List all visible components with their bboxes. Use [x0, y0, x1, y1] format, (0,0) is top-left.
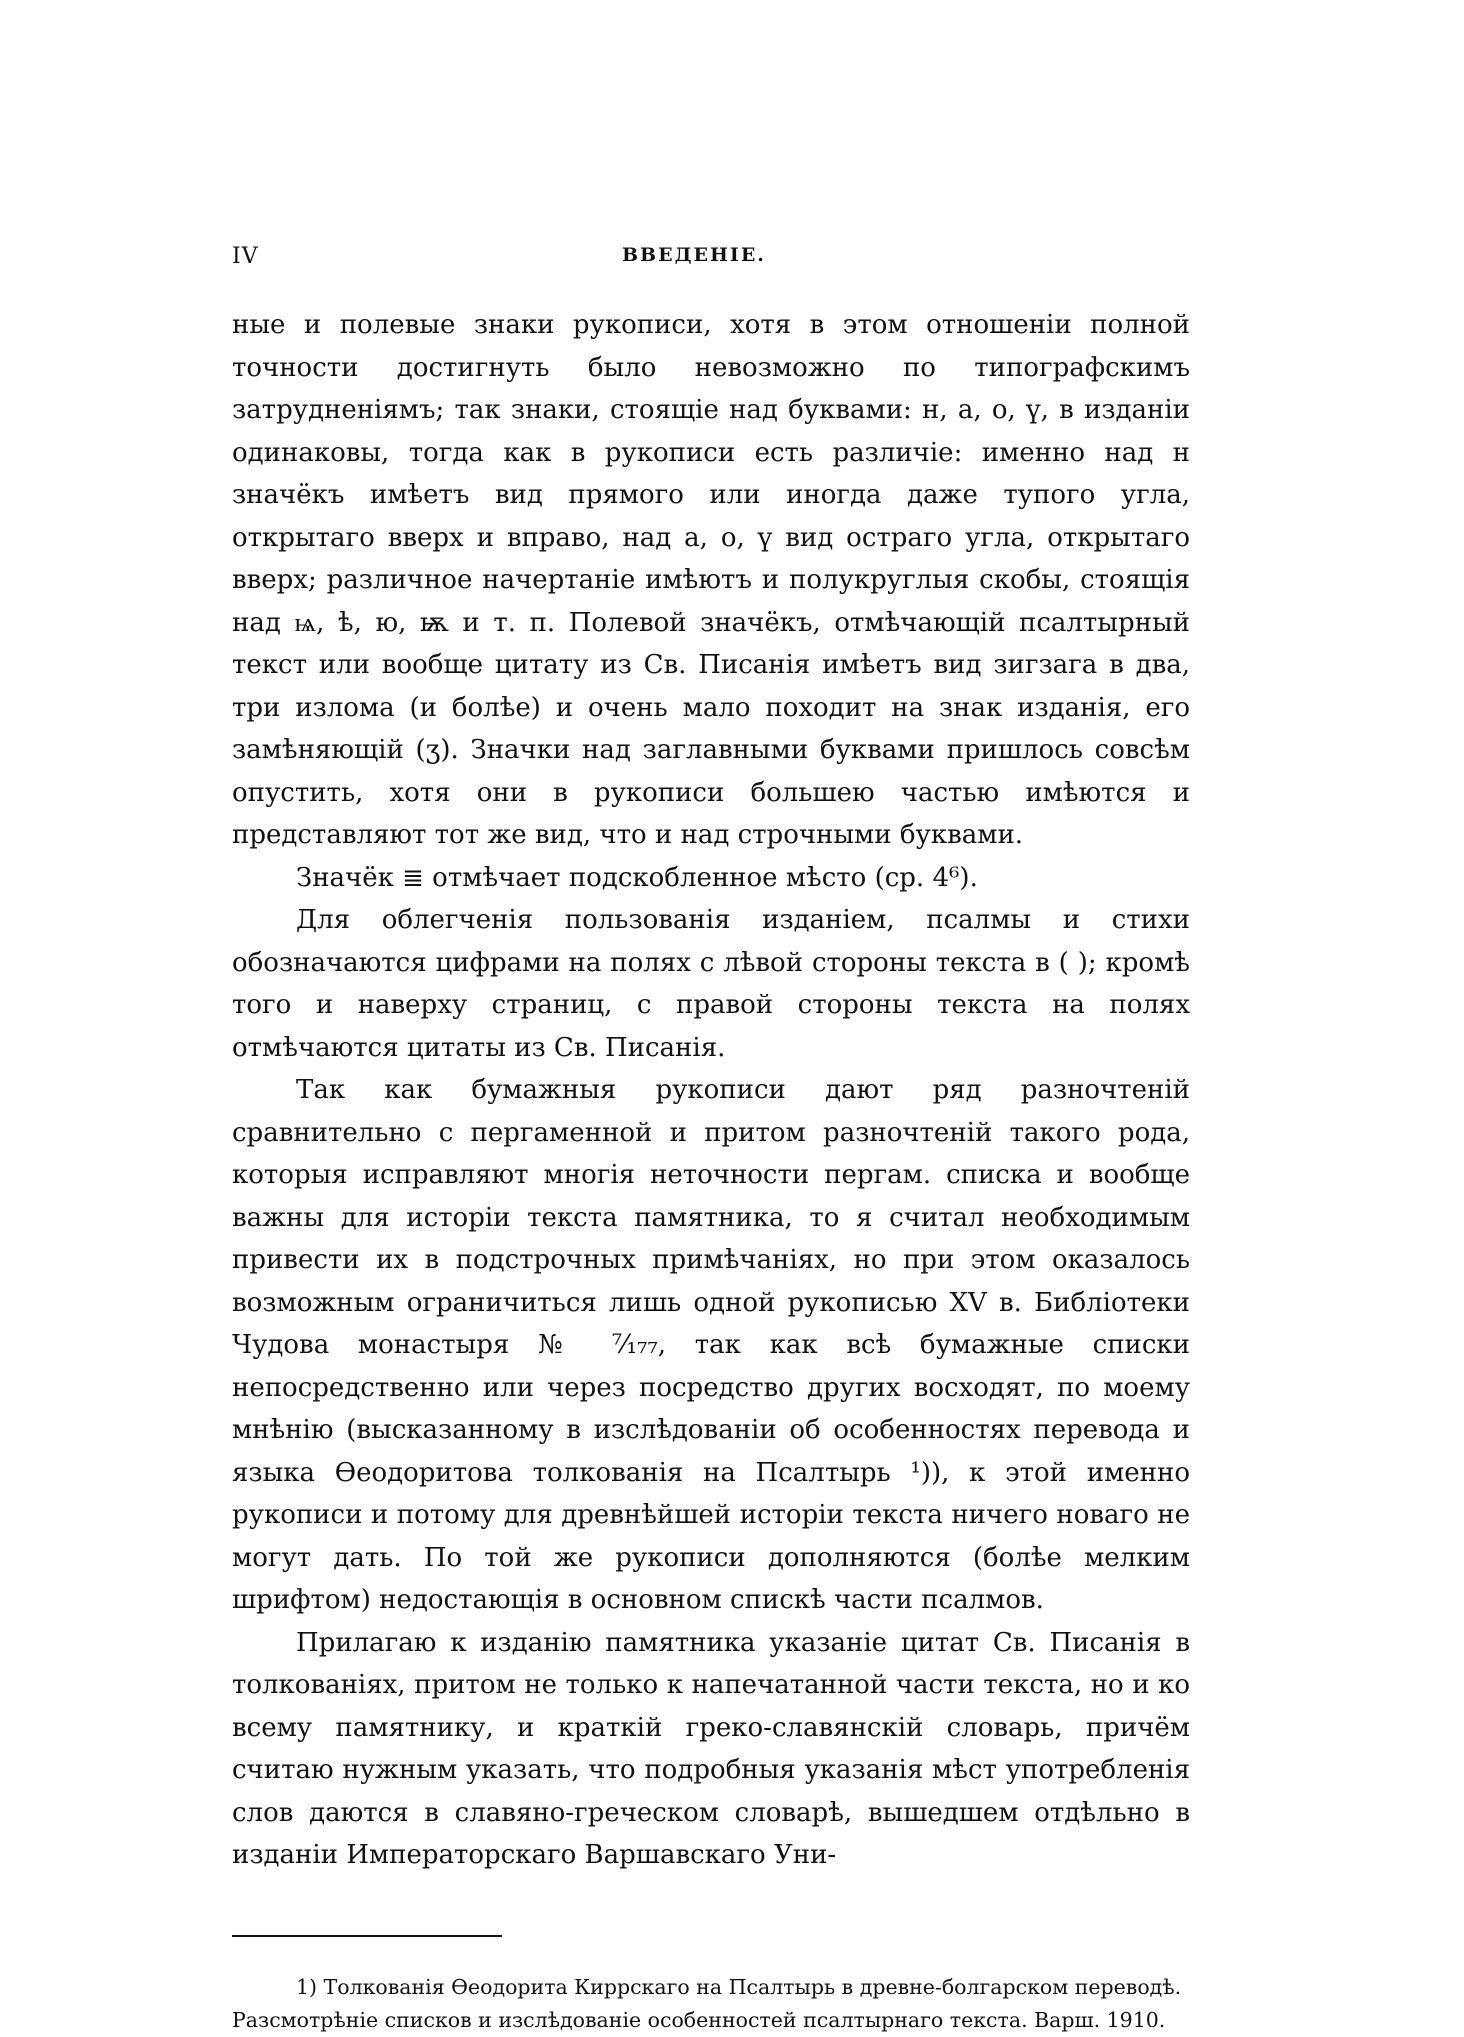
running-head	[232, 238, 1190, 278]
body-text	[232, 304, 1190, 1877]
footnote-line: 1) Толкованія Ѳеодорита Киррскаго на Псалтырь в древне-болгарском переводѣ.	[296, 1974, 1182, 1999]
running-head-title: ВВЕДЕНІЕ.	[622, 244, 766, 266]
footnote-line: Разсмотрѣніе списков и изслѣдованіе особенностей псалтырнаго текста. Варш. 1910.	[232, 2007, 1166, 2032]
paragraph-continued: ные и полевые знаки рукописи, хотя в этом отношеніи полной точности достигнуть было невозможно по типографскимъ затрудненіямъ; так знаки, стоящіе над буквами: н, а, о, ү, в изданіи одинаковы, тогда как в рукописи есть различіе: именно над н значёкъ имѣетъ вид прямого или иногда даже тупого угла, открытаго вверх и вправо, над а, о, ү вид остраго угла, открытаго вверх; различное начертаніе имѣютъ и полукруглыя скобы, стоящія над ѩ, ѣ, ю, ѭ и т. п. Полевой значёкъ, отмѣчающій псалтырный текст или вообще цитату из Св. Писанія имѣетъ вид зигзага в два, три излома (и болѣе) и очень мало походит на знак изданія, его замѣняющій (ʒ). Значки над заглавными буквами пришлось совсѣм опустить, хотя они в рукописи большею частью имѣются и представляют тот же вид, что и над строчными буквами.	[232, 310, 1190, 850]
footnote	[232, 1971, 1190, 2037]
footnote-divider	[232, 1935, 502, 1937]
paragraph: Прилагаю к изданію памятника указаніе цитат Св. Писанія в толкованіях, притом не только к напечатанной части текста, но и ко всему памятнику, и краткій греко-славянскій словарь, причём считаю нужным указать, что подробныя указанія мѣст употребленія слов даются в славяно-греческом словарѣ, вышедшем отдѣльно в изданіи Императорскаго Варшавскаго Уни-	[232, 1627, 1190, 1870]
page-number: IV	[232, 244, 259, 269]
paragraph: Значёк ≣ отмѣчает подскобленное мѣсто (ср. 4⁶).	[296, 862, 978, 893]
paragraph: Для облегченія пользованія изданіем, псалмы и стихи обозначаются цифрами на полях с лѣвой стороны текста в ( ); кромѣ того и наверху страниц, с правой стороны текста на полях отмѣчаются цитаты из Св. Писанія.	[232, 905, 1190, 1063]
book-page	[232, 238, 1190, 2037]
paragraph: Так как бумажныя рукописи дают ряд разночтеній сравнительно с пергаменной и притом разночтеній такого рода, которыя исправляют многія неточности пергам. списка и вообще важны для исторіи текста памятника, то я считал необходимым привести их в подстрочных примѣчаніях, но при этом оказалось возможным ограничиться лишь одной рукописью XV в. Библіотеки Чудова монастыря № ⁷⁄₁₇₇, так как всѣ бумажные списки непосредственно или через посредство других восходят, по моему мнѣнію (высказанному в изслѣдованіи об особенностях перевода и языка Ѳеодоритова толкованія на Псалтырь ¹)), к этой именно рукописи и потому для древнѣйшей исторіи текста ничего новаго не могут дать. По той же рукописи дополняются (болѣе мелким шрифтом) недостающія в основном спискѣ части псалмов.	[232, 1075, 1190, 1615]
